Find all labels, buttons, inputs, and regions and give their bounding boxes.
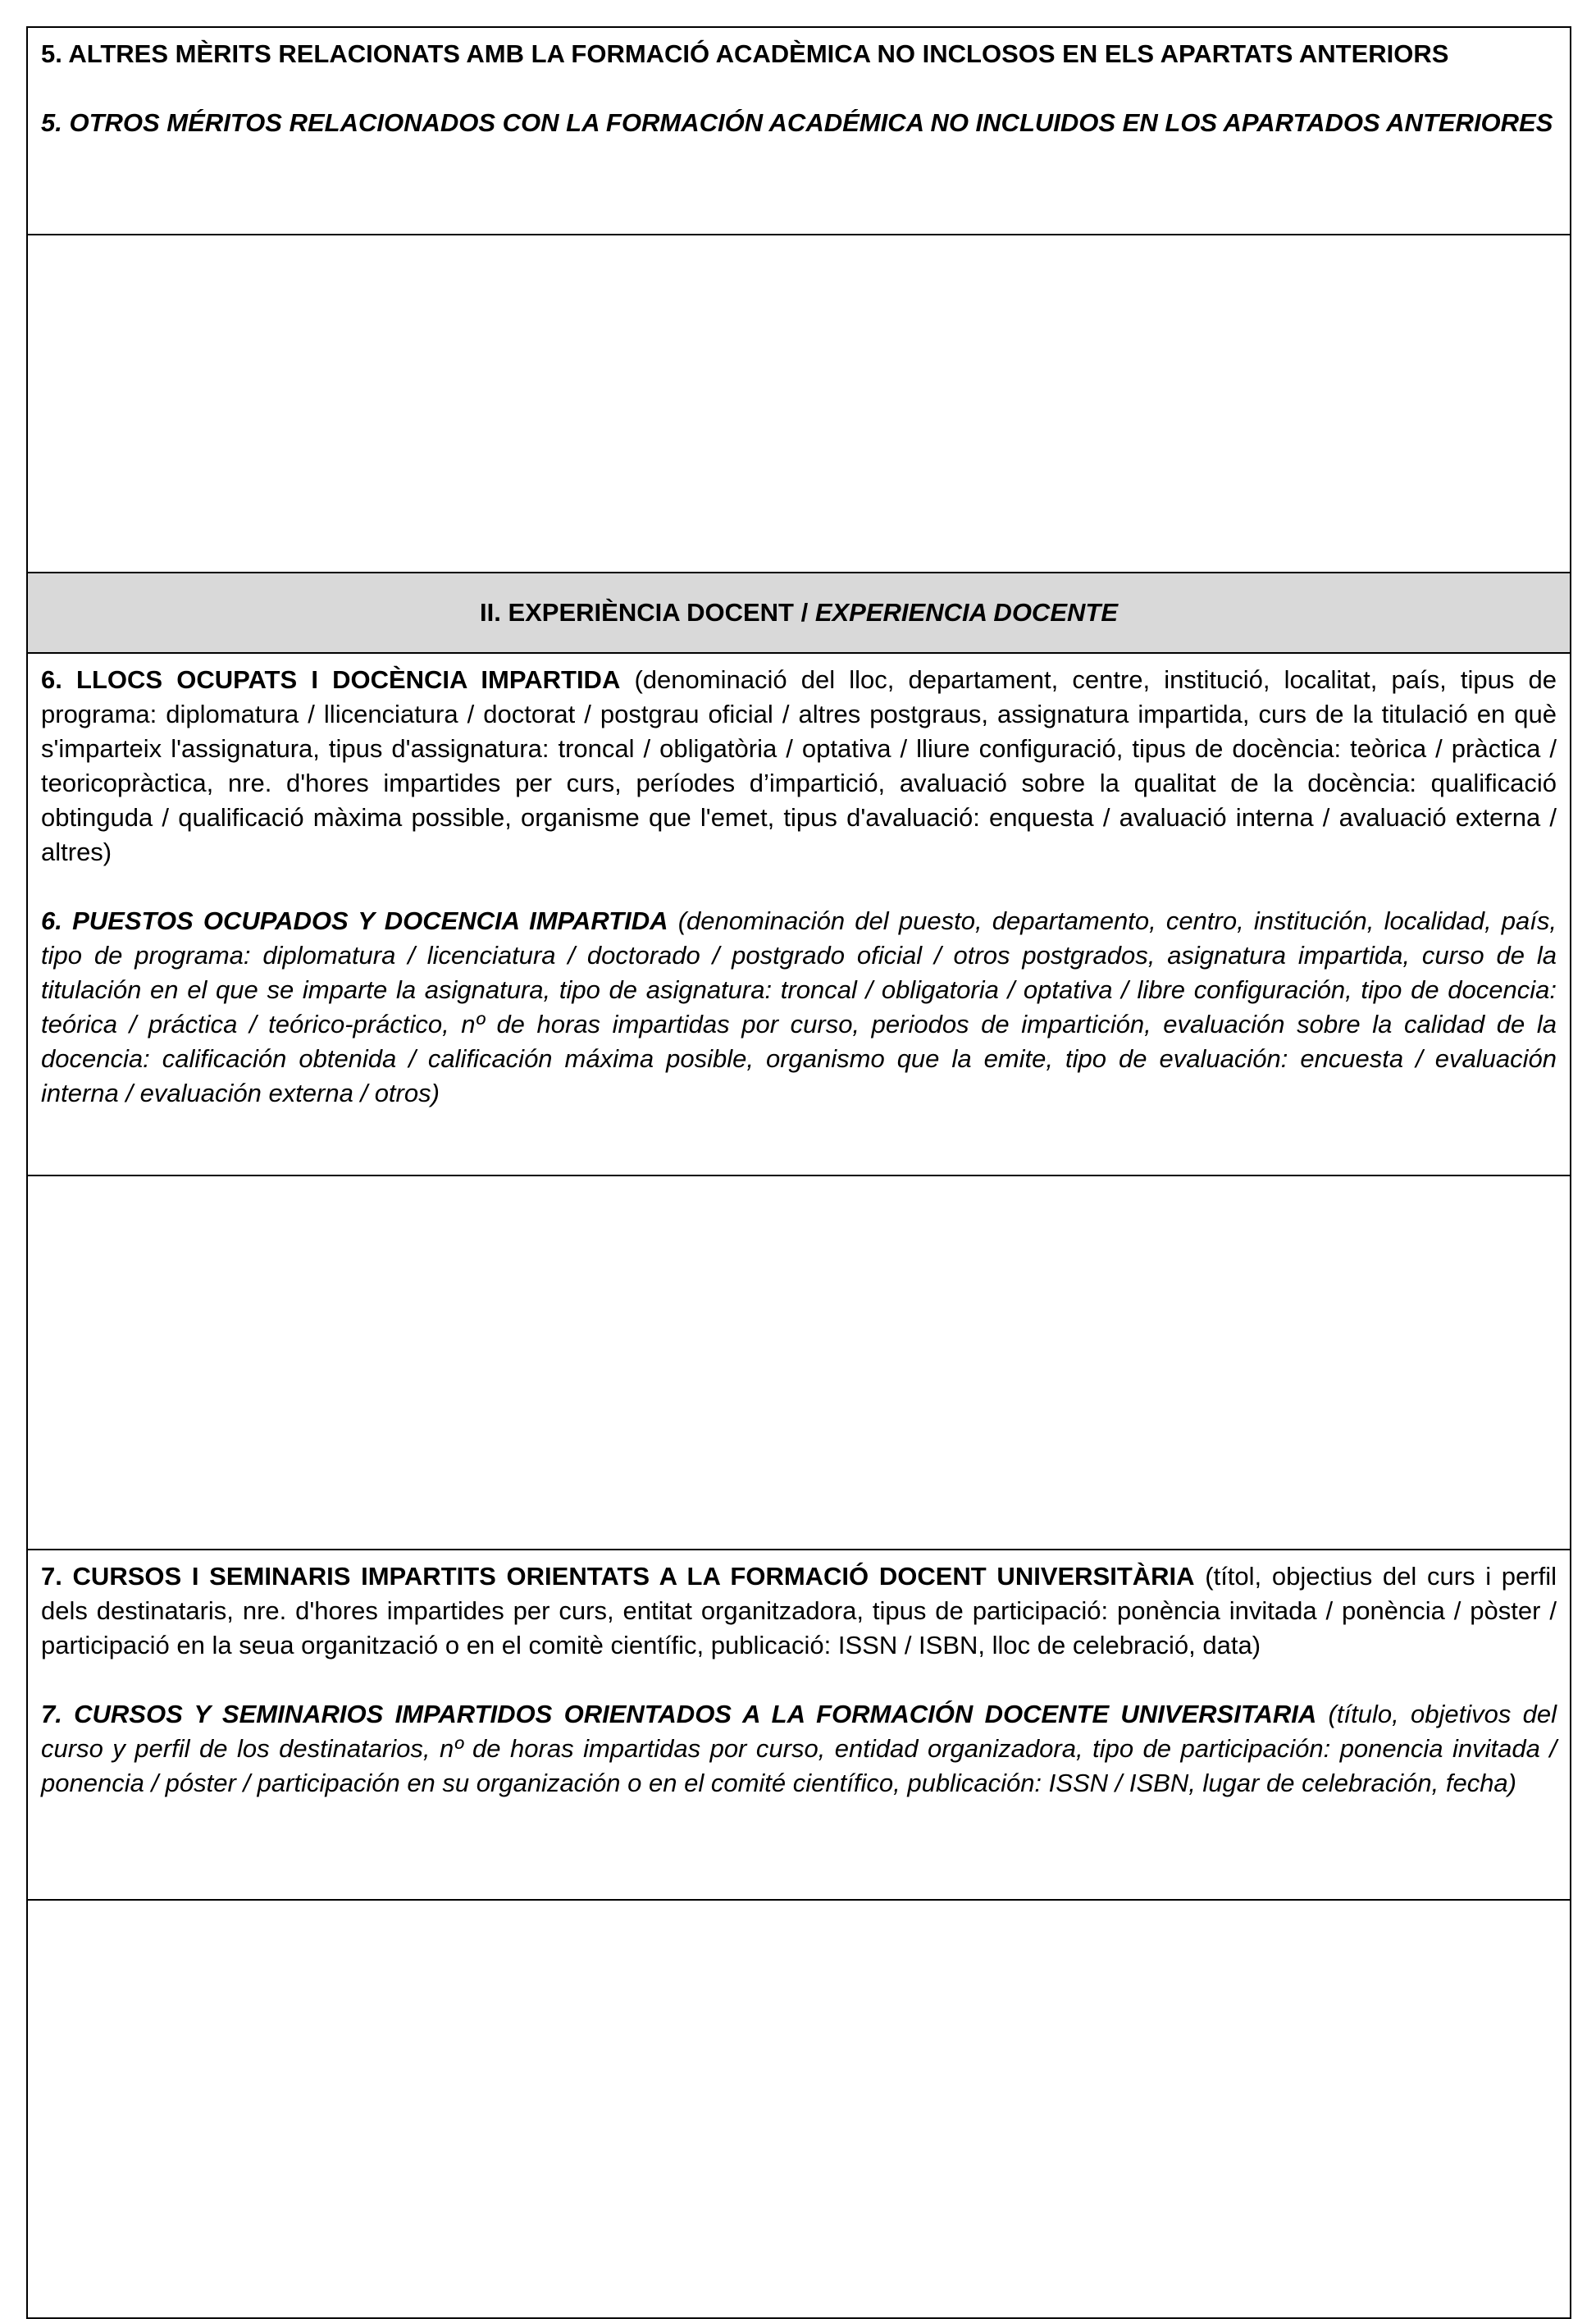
section-7-entry-row [27,1900,1571,2318]
section-6-description-ca: (denominació del lloc, departament, centre, institució, localitat, país, tipus de programa: diplomatura / llicenciatura / doctorat / postgrau oficial / altres postgraus, assignatura impartida, curs de la titulació en què s'imparteix l'assignatura, tipus d'assignatura: troncal / obligatòria / optativa / lliure configuració, tipus de docència: teòrica / pràctica / teoricopràctica, nre. d'hores impartides per curs, períodes d’impartició, avaluació sobre la qualitat de la docència: qualificació obtinguda / qualificació màxima possible, organisme que l'emet, tipus d'avaluació: enquesta / avaluació interna / avaluació externa / altres) [41,665,1557,866]
section-ii-title-ca: II. EXPERIÈNCIA DOCENT / [480,598,815,627]
section-7-heading-row [27,1550,1571,1900]
section-6-entry-area[interactable] [27,1175,1571,1550]
section-6-heading-cell [27,653,1571,1175]
section-ii-title-es: EXPERIENCIA DOCENTE [814,598,1118,627]
section-7-paragraph-es [41,1697,1557,1801]
section-7-description-ca: (títol, objectius del curs i perfil dels destinataris, nre. d'hores impartides per curs, entitat organitzadora, tipus de participació: ponència invitada / ponència / pòster / participació en la seua organització o en el comitè científic, publicació: ISSN / ISBN, lloc de celebració, data) [41,1562,1557,1659]
section-5-heading-cell [27,27,1571,235]
section-6-entry-row [27,1175,1571,1550]
section-7-entry-area[interactable] [27,1900,1571,2318]
section-6-paragraph-es [41,904,1557,1111]
section-5-title-ca: 5. ALTRES MÈRITS RELACIONATS AMB LA FORMACIÓ ACADÈMICA NO INCLOSOS EN ELS APARTATS ANTERIORS [41,39,1449,68]
section-7-heading-cell [27,1550,1571,1900]
section-6-heading-row [27,653,1571,1175]
section-7-title-ca: 7. CURSOS I SEMINARIS IMPARTITS ORIENTATS A LA FORMACIÓ DOCENT UNIVERSITÀRIA [41,1562,1195,1591]
section-6-title-ca: 6. LLOCS OCUPATS I DOCÈNCIA IMPARTIDA [41,665,621,694]
section-ii-header-row [27,573,1571,653]
section-5-entry-area[interactable] [27,235,1571,573]
section-6-title-es: 6. PUESTOS OCUPADOS Y DOCENCIA IMPARTIDA [41,906,668,935]
section-ii-header [27,573,1571,653]
section-7-description-es: (título, objetivos del curso y perfil de los destinatarios, nº de horas impartidas por curso, entidad organizadora, tipo de participación: ponencia invitada / ponencia / póster / participación en su organización o en el comité científico, publicación: ISSN / ISBN, lugar de celebración, fecha) [41,1700,1557,1797]
section-7-title-es: 7. CURSOS Y SEMINARIOS IMPARTIDOS ORIENTADOS A LA FORMACIÓN DOCENTE UNIVERSITARIA [41,1700,1317,1728]
section-7-paragraph-ca [41,1559,1557,1663]
section-5-title-es: 5. OTROS MÉRITOS RELACIONADOS CON LA FORMACIÓN ACADÉMICA NO INCLUIDOS EN LOS APARTADOS ANTERIORES [41,108,1553,137]
section-6-description-es: (denominación del puesto, departamento, centro, institución, localidad, país, tipo de programa: diplomatura / licenciatura / doctorado / postgrado oficial / otros postgrados, asignatura impartida, curso de la titulación en el que se imparte la asignatura, tipo de asignatura: troncal / obligatoria / optativa / libre configuración, tipo de docencia: teórica / práctica / teórico-práctico, nº de horas impartidas por curso, periodos de impartición, evaluación sobre la calidad de la docencia: calificación obtenida / calificación máxima posible, organismo que la emite, tipo de evaluación: encuesta / evaluación interna / evaluación externa / otros) [41,906,1557,1107]
section-5-heading-row [27,27,1571,235]
cv-form-table [26,26,1571,2319]
section-6-paragraph-ca [41,663,1557,870]
section-5-entry-row [27,235,1571,573]
